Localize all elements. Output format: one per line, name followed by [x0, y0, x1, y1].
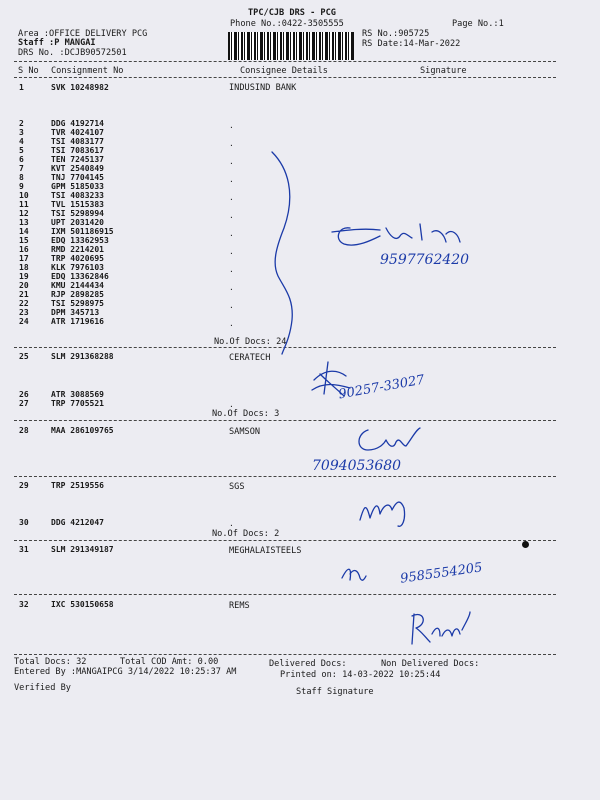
row-sno: 29 — [19, 481, 29, 490]
row-consignment: IXM 501186915 — [51, 227, 114, 236]
consignee-name: MEGHALAISTEELS — [229, 546, 302, 556]
row-consignment: RMD 2214201 — [51, 245, 104, 254]
row-sno: 13 — [19, 218, 29, 227]
consignee-name: REMS — [229, 601, 250, 611]
consignee-name: SAMSON — [229, 427, 261, 437]
drs-document: TPC/CJB DRS - PCG Phone No.:0422-3505555 Page No.:1 Area :OFFICE DELIVERY PCG Staff :P MANGAI DRS No. :DCJB90572501 RS No.:905725 RS Date:14-Mar-2022 S No Consignment No Consignee Details Signature 1 SVK 10248982 INDUSIND BANK 2 DDG 4192714 3 TVR 4024107 4 TSI 4083177 5 TSI 7083617 6 TEN 7245137 7 KVT 2540849 8 TNJ 7704145 9 GPM 5185033 10 TSI 4083233 11 TVL 1515383 12 TSI 5298994 13 UPT 2031420 14 IXM 501186915 15 EDQ 13362953 16 RMD 2214201 17 TRP 4020695 18 KLK 7976103 19 EDQ 13362846 20 KMU 2144434 21 RJP 2898285 22 TSI 5298975 23 DPM 345713 24 ATR 1719616 . . . . . . . . . . . . No.Of Docs: 24 9597762420 25 SLM 291368288 CERATECH 26 ATR 3088569 27 TRP 7705521 . No.Of Docs: 3 90257-33027 28 MAA 286109765 SAMSON 7094053680 29 TRP 2519556 SGS 30 DDG 4212047 . No.Of Docs: 2 31 SLM 291349187 MEGHALAISTEELS 9585554205 32 IXC 530150658 REMS Total Docs: 32 Total COD Amt: 0.00 Delivered Docs: Non Delivered Docs: Entered By :MANGAIPCG 3/14/2022 10:25:37 AM Printed on: 14-03-2022 10:25:44 Verified By Staff Signature — [0, 0, 600, 800]
row-sno: 9 — [19, 182, 24, 191]
handwritten-bracket — [262, 148, 302, 358]
row-sno: 6 — [19, 155, 24, 164]
row-consignment: TSI 4083177 — [51, 137, 104, 146]
row-sno: 27 — [19, 399, 29, 408]
verified-by: Verified By — [14, 683, 71, 693]
row-sno: 26 — [19, 390, 29, 399]
column-sno: S No — [18, 66, 39, 76]
handwritten-phone: 9585554205 — [399, 560, 484, 587]
row-sno: 30 — [19, 518, 29, 527]
divider — [14, 61, 556, 62]
row-consignment: TEN 7245137 — [51, 155, 104, 164]
row-consignment: TRP 2519556 — [51, 481, 104, 490]
row-sno: 5 — [19, 146, 24, 155]
page-number: Page No.:1 — [452, 19, 504, 29]
docs-count: No.Of Docs: 24 — [214, 337, 287, 347]
row-sno: 1 — [19, 83, 24, 92]
row-sno: 24 — [19, 317, 29, 326]
row-sno: 16 — [19, 245, 29, 254]
row-sno: 32 — [19, 600, 29, 609]
row-sno: 18 — [19, 263, 29, 272]
row-sno: 11 — [19, 200, 29, 209]
non-delivered-docs: Non Delivered Docs: — [381, 659, 480, 669]
row-consignment: TNJ 7704145 — [51, 173, 104, 182]
row-consignment: KMU 2144434 — [51, 281, 104, 290]
recipient-signature — [328, 214, 488, 254]
recipient-signature — [354, 424, 424, 458]
row-sno: 25 — [19, 352, 29, 361]
row-consignment: TSI 7083617 — [51, 146, 104, 155]
row-consignment: MAA 286109765 — [51, 426, 114, 435]
row-consignment: DPM 345713 — [51, 308, 100, 317]
row-consignment: TRP 4020695 — [51, 254, 104, 263]
staff-label: Staff :P MANGAI — [18, 38, 96, 48]
row-sno: 3 — [19, 128, 24, 137]
row-sno: 20 — [19, 281, 29, 290]
row-consignment: TRP 7705521 — [51, 399, 104, 408]
row-consignment: ATR 3088569 — [51, 390, 104, 399]
divider — [14, 476, 556, 477]
row-consignment: TSI 5298975 — [51, 299, 104, 308]
column-consignment: Consignment No — [51, 66, 124, 76]
row-consignment: TVL 1515383 — [51, 200, 104, 209]
row-sno: 15 — [19, 236, 29, 245]
handwritten-phone: 9597762420 — [380, 252, 470, 268]
divider — [14, 420, 556, 421]
printed-on: Printed on: 14-03-2022 10:25:44 — [280, 670, 441, 680]
row-sno: 7 — [19, 164, 24, 173]
drs-number: DRS No. :DCJB90572501 — [18, 48, 127, 58]
row-consignment: TSI 5298994 — [51, 209, 104, 218]
handwritten-phone: 90257-33027 — [337, 372, 426, 403]
column-signature: Signature — [420, 66, 467, 76]
row-consignment: SLM 291349187 — [51, 545, 114, 554]
consignee-name: SGS — [229, 482, 245, 492]
document-title: TPC/CJB DRS - PCG — [248, 8, 336, 18]
row-consignment: EDQ 13362846 — [51, 272, 109, 281]
row-sno: 12 — [19, 209, 29, 218]
docs-count: No.Of Docs: 2 — [212, 529, 280, 539]
row-consignment: IXC 530150658 — [51, 600, 114, 609]
row-consignment: RJP 2898285 — [51, 290, 104, 299]
row-consignment: SVK 10248982 — [51, 83, 109, 92]
consignee-name: CERATECH — [229, 353, 271, 363]
row-sno: 8 — [19, 173, 24, 182]
barcode — [228, 32, 354, 60]
row-sno: 4 — [19, 137, 24, 146]
consignee-name: INDUSIND BANK — [229, 83, 297, 93]
docs-count: No.Of Docs: 3 — [212, 409, 280, 419]
row-consignment: UPT 2031420 — [51, 218, 104, 227]
recipient-signature — [356, 490, 416, 530]
row-sno: 10 — [19, 191, 29, 200]
row-sno: 2 — [19, 119, 24, 128]
row-sno: 21 — [19, 290, 29, 299]
rs-number: RS No.:905725 — [362, 29, 430, 39]
total-cod-amount: Total COD Amt: 0.00 — [120, 657, 219, 667]
divider — [14, 77, 556, 78]
column-consignee: Consignee Details — [240, 66, 328, 76]
ink-blot — [522, 541, 529, 548]
row-consignment: ATR 1719616 — [51, 317, 104, 326]
staff-signature-label: Staff Signature — [296, 687, 374, 697]
row-consignment: KLK 7976103 — [51, 263, 104, 272]
row-sno: 17 — [19, 254, 29, 263]
row-sno: 23 — [19, 308, 29, 317]
row-consignment: KVT 2540849 — [51, 164, 104, 173]
total-docs: Total Docs: 32 — [14, 657, 87, 667]
row-consignment: DDG 4212047 — [51, 518, 104, 527]
row-sno: 19 — [19, 272, 29, 281]
row-sno: 14 — [19, 227, 29, 236]
recipient-signature — [404, 606, 474, 650]
row-sno: 22 — [19, 299, 29, 308]
recipient-signature — [338, 560, 368, 586]
handwritten-phone: 7094053680 — [312, 458, 402, 474]
row-consignment: TSI 4083233 — [51, 191, 104, 200]
divider — [14, 594, 556, 595]
row-consignment: TVR 4024107 — [51, 128, 104, 137]
delivered-docs: Delivered Docs: — [269, 659, 347, 669]
row-consignment: SLM 291368288 — [51, 352, 114, 361]
phone-number: Phone No.:0422-3505555 — [230, 19, 344, 29]
area-label: Area :OFFICE DELIVERY PCG — [18, 29, 148, 39]
row-sno: 28 — [19, 426, 29, 435]
row-consignment: GPM 5185033 — [51, 182, 104, 191]
divider — [14, 540, 556, 541]
entered-by: Entered By :MANGAIPCG 3/14/2022 10:25:37 AM — [14, 667, 237, 677]
divider — [14, 654, 556, 655]
row-consignment: DDG 4192714 — [51, 119, 104, 128]
row-consignment: EDQ 13362953 — [51, 236, 109, 245]
rs-date: RS Date:14-Mar-2022 — [362, 39, 461, 49]
row-sno: 31 — [19, 545, 29, 554]
